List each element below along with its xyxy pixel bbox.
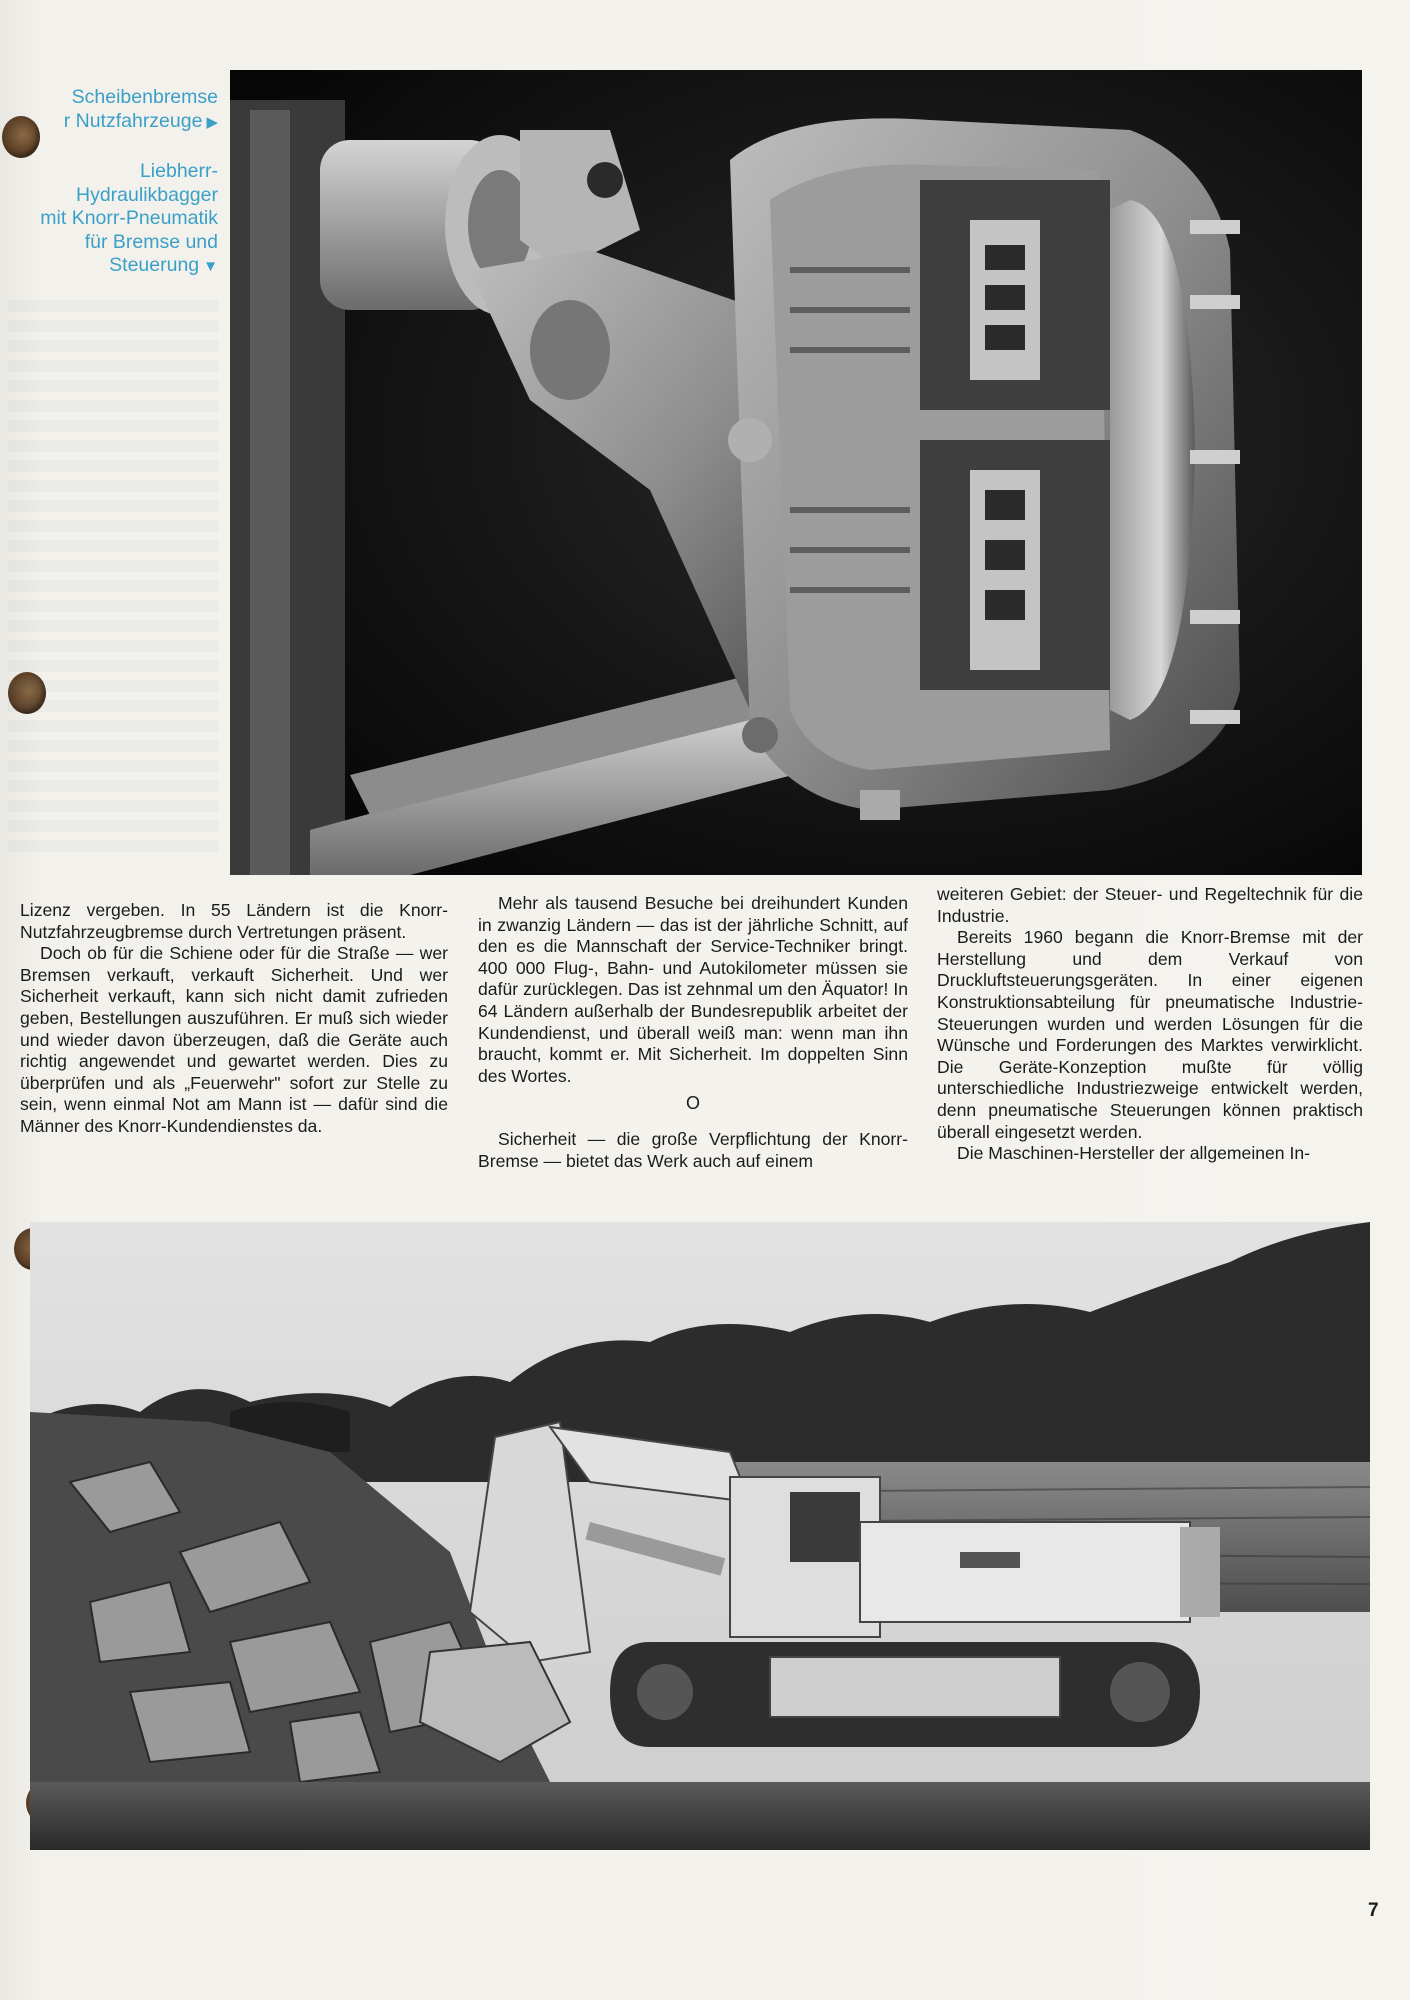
arrow-down-icon: ▼ (203, 258, 218, 275)
section-separator: O (685, 1093, 700, 1114)
caption-line: mit Knorr-Pneumatik (40, 207, 218, 229)
paragraph: Doch ob für die Schiene oder für die Straße — wer Bremsen verkauft, verkauft Sicherheit. Und wer Sicherheit verkauft, kann sich nicht damit zufrieden geben, Bestellungen auszuführen. Er muß sich wieder und wieder davon überzeugen, daß die Geräte auch richtig angewendet und gewartet werden. Dies zu überprüfen und als „Feuerwehr" sofort zur Stelle zu sein, wenn einmal Not am Mann ist — dafür sind die Männer des Knorr-Kundendienstes da. (20, 943, 448, 1136)
text-column-right (937, 884, 1363, 1165)
caption-line: für Bremse und (84, 230, 218, 253)
caption-line: Liebherr- (139, 160, 218, 182)
paragraph: weiteren Gebiet: der Steuer- und Regeltechnik für die Industrie. (937, 884, 1363, 926)
excavator-photo (30, 1222, 1370, 1850)
paragraph: Die Maschinen-Hersteller der allgemeinen In- (957, 1143, 1311, 1164)
text-column-middle (478, 893, 908, 1172)
caption-line: Steuerung (109, 254, 200, 276)
paragraph: Sicherheit — die große Verpflichtung der Knorr-Bremse — bietet das Werk auch auf einem (478, 1128, 908, 1171)
paragraph: Bereits 1960 begann die Knorr-Bremse mit der Herstellung und dem Verkauf von Druckluftsteuerungsgeräten. In einer eigenen Konstruktionsabteilung für pneumatische Industrie-Steuerungen wurden und werden Lösungen für die Wünsche und Forderungen des Marktes verwirklicht. Die Geräte-Konzeption mußte für völlig unterschiedliche Industriezweige entwickelt werden, denn pneumatische Steuerungen können praktisch überall eingesetzt werden. (937, 927, 1363, 1142)
disc-brake-photo (230, 70, 1362, 875)
caption-disc-brake (0, 86, 218, 134)
caption-excavator (0, 160, 218, 279)
caption-line: Hydraulikbagger (76, 183, 218, 206)
caption-line: Scheibenbremse (71, 86, 218, 108)
page-number: 7 (1368, 1900, 1379, 1921)
caption-line: r Nutzfahrzeuge (63, 109, 203, 132)
paragraph: Lizenz vergeben. In 55 Ländern ist die Knorr-Nutzfahrzeugbremse durch Vertretungen präsent. (20, 900, 448, 942)
text-column-left (20, 900, 448, 1138)
show-through-text (8, 300, 218, 860)
arrow-right-icon: ▶ (206, 113, 218, 131)
paragraph: Mehr als tausend Besuche bei dreihundert Kunden in zwanzig Ländern — das ist der jährliche Schnitt, auf den es die Mannschaft der Service-Techniker bringt. 400 000 Flug-, Bahn- und Autokilometer müssen sie dafür zurücklegen. Das ist zehnmal um den Äquator! In 64 Ländern außerhalb der Bundesrepublik arbeitet der Kundendienst, und überall weiß man: wenn man ihn braucht, kommt er. Mit Sicherheit. Im doppelten Sinn des Wortes. (478, 893, 908, 1086)
